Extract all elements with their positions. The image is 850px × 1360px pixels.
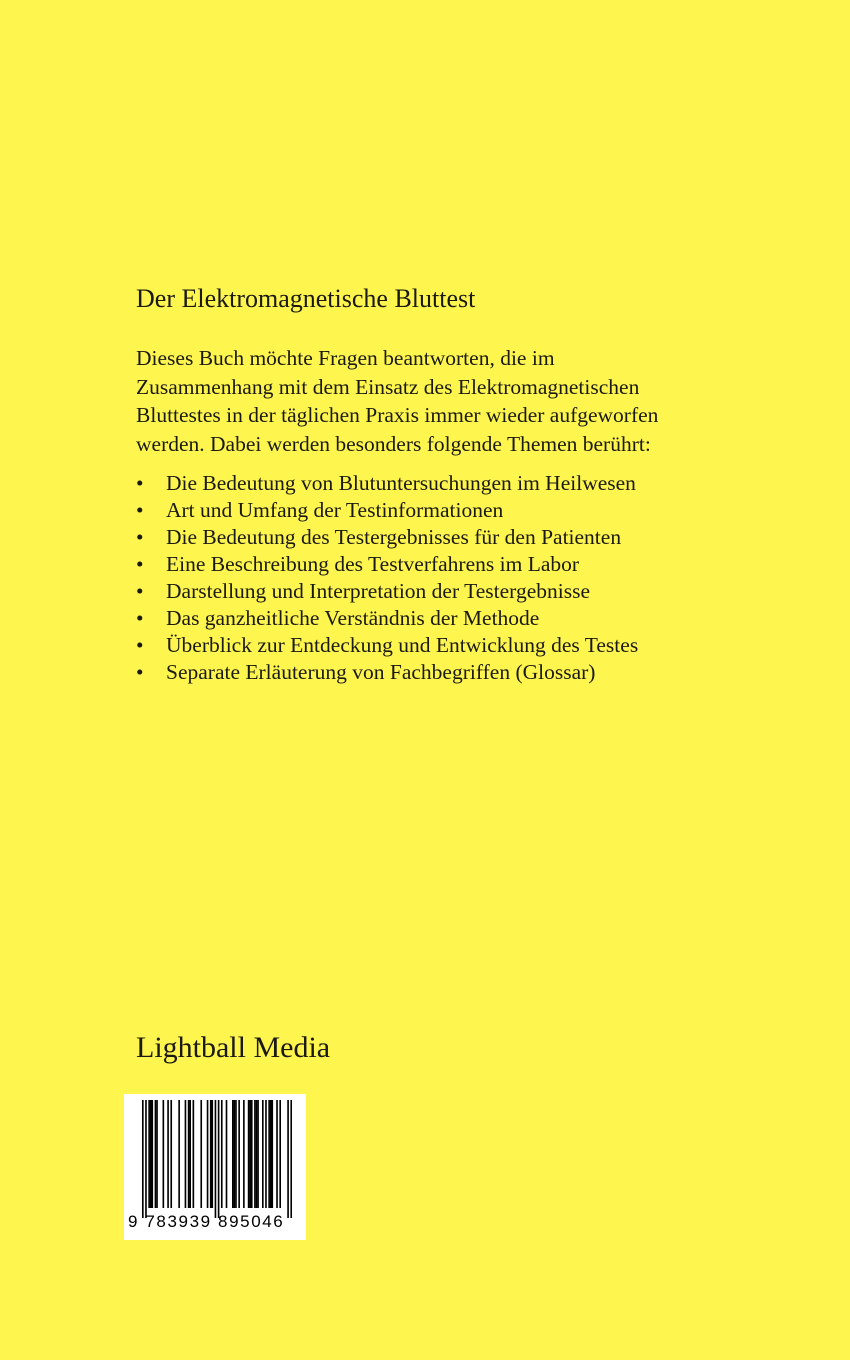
barcode-bar [279, 1100, 281, 1208]
barcode-bar [251, 1100, 253, 1208]
barcode-bar [207, 1100, 209, 1208]
barcode-bar [150, 1100, 152, 1208]
barcode-bar [256, 1100, 258, 1208]
barcode-bar [238, 1100, 240, 1208]
bullet-icon: • [136, 525, 144, 549]
barcode-bar [248, 1100, 250, 1208]
topic-text: Das ganzheitliche Verständnis der Methode [166, 606, 540, 630]
topic-text: Art und Umfang der Testinformationen [166, 498, 504, 522]
barcode-bar [271, 1100, 273, 1208]
barcode-bar [185, 1100, 187, 1208]
barcode-bar [276, 1100, 278, 1208]
barcode-guard-bar [218, 1100, 220, 1218]
barcode-bar [148, 1100, 150, 1208]
barcode-guard-bar [142, 1100, 144, 1218]
intro-line: Dieses Buch möchte Fragen beantworten, die im [136, 346, 555, 370]
topic-text: Eine Beschreibung des Testverfahrens im Labor [166, 552, 580, 576]
isbn-number: 9 783939 895046 [128, 1212, 285, 1231]
barcode-bar [156, 1100, 158, 1208]
publisher-name: Lightball Media [136, 1031, 331, 1064]
barcode-bar [193, 1100, 195, 1208]
topic-list [136, 470, 638, 686]
list-item [136, 632, 638, 659]
barcode-bar [211, 1100, 213, 1208]
book-title: Der Elektromagnetische Bluttest [136, 284, 476, 313]
bullet-icon: • [136, 633, 144, 657]
barcode-bar [163, 1100, 165, 1208]
bullet-icon: • [136, 552, 144, 576]
topic-text: Die Bedeutung von Blutuntersuchungen im Heilwesen [166, 471, 636, 495]
list-item [136, 605, 638, 632]
list-item [136, 470, 638, 497]
list-item [136, 551, 638, 578]
intro-line: Zusammenhang mit dem Einsatz des Elektromagnetischen [136, 374, 640, 399]
barcode-bar [235, 1100, 237, 1208]
barcode-bar [189, 1100, 191, 1208]
intro-line: werden. Dabei werden besonders folgende Themen berührt: [136, 431, 651, 456]
barcode-bar [234, 1100, 236, 1208]
list-item [136, 578, 638, 605]
barcode-bar [232, 1100, 234, 1208]
barcode-bar [178, 1100, 180, 1208]
bullet-icon: • [136, 498, 144, 522]
list-item [136, 659, 638, 686]
list-item [136, 497, 638, 524]
barcode-bar [243, 1100, 245, 1208]
barcode-bar [249, 1100, 251, 1208]
barcode-guard-bar [215, 1100, 217, 1218]
barcode-bar [167, 1100, 169, 1208]
barcode-bars [142, 1100, 292, 1218]
topic-text: Darstellung und Interpretation der Testergebnisse [166, 579, 590, 603]
barcode-bar [270, 1100, 272, 1208]
barcode-bar [151, 1100, 153, 1208]
barcode-guard-bar [290, 1100, 292, 1218]
intro-paragraph [136, 344, 776, 458]
topic-text: Die Bedeutung des Testergebnisses für den Patienten [166, 525, 622, 549]
barcode-bar [226, 1100, 228, 1208]
bullet-icon: • [136, 660, 144, 684]
topic-text: Separate Erläuterung von Fachbegriffen (Glossar) [166, 660, 596, 684]
barcode-bar [254, 1100, 256, 1208]
topic-text: Überblick zur Entdeckung und Entwicklung des Testes [166, 633, 639, 657]
barcode-bar [210, 1100, 212, 1208]
barcode [124, 1094, 306, 1240]
barcode-bar [257, 1100, 259, 1208]
bullet-icon: • [136, 606, 144, 630]
intro-line: Bluttestes in der täglichen Praxis immer wieder aufgeworfen [136, 403, 659, 427]
barcode-guard-bar [287, 1100, 289, 1218]
barcode-bar [221, 1100, 223, 1208]
barcode-bar [200, 1100, 202, 1208]
barcode-bar [265, 1100, 267, 1208]
list-item [136, 524, 638, 551]
bullet-icon: • [136, 579, 144, 603]
barcode-guard-bar [145, 1100, 147, 1218]
barcode-bar [170, 1100, 172, 1208]
bullet-icon: • [136, 471, 144, 495]
barcode-bar [262, 1100, 264, 1208]
barcode-bar [268, 1100, 270, 1208]
barcode-bar [155, 1100, 157, 1208]
barcode-bar [188, 1100, 190, 1208]
